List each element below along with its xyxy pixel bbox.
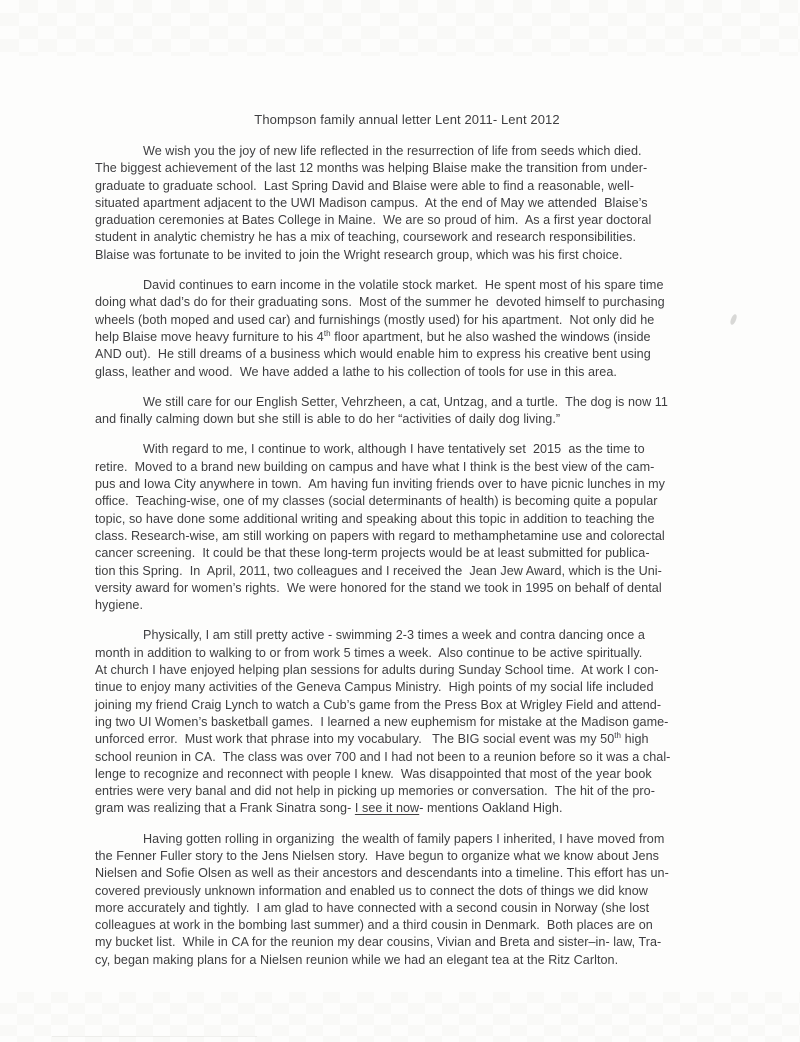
- letter-line: pus and Iowa City anywhere in town. Am having fun inviting friends over to have picnic lunches in my: [95, 477, 665, 492]
- letter-line: entries were very banal and did not help in picking up memories or conversation. The hit of the pro-: [95, 784, 655, 799]
- letter-line: The biggest achievement of the last 12 months was helping Blaise make the transition from under-: [95, 161, 648, 176]
- letter-line: office. Teaching-wise, one of my classes (social determinants of health) is becoming quite a popular: [95, 494, 658, 509]
- letter-line: unforced error. Must work that phrase into my vocabulary. The BIG social event was my 50th high: [95, 731, 649, 747]
- scan-noise-bottom: [0, 992, 800, 1042]
- letter-paragraph: [95, 627, 719, 817]
- letter-line: glass, leather and wood. We have added a lathe to his collection of tools for use in this area.: [95, 364, 617, 379]
- scan-line-artifact: [52, 1036, 257, 1037]
- letter-line: At church I have enjoyed helping plan sessions for adults during Sunday School time. At work I con-: [95, 663, 659, 678]
- letter-line: doing what dad’s do for their graduating sons. Most of the summer he devoted himself to purchasing: [95, 295, 665, 310]
- scan-noise-top: [0, 0, 800, 56]
- letter-line: joining my friend Craig Lynch to watch a Cub’s game from the Press Box at Wrigley Field and attend-: [95, 697, 662, 712]
- letter-line: We still care for our English Setter, Vehrzheen, a cat, Untzag, and a turtle. The dog is now 11: [143, 394, 668, 409]
- letter-line: David continues to earn income in the volatile stock market. He spent most of his spare time: [143, 278, 664, 293]
- letter-line: graduation ceremonies at Bates College in Maine. We are so proud of him. As a first year doctoral: [95, 213, 652, 228]
- letter-line: student in analytic chemistry he has a mix of teaching, coursework and research responsibilities.: [95, 230, 637, 245]
- letter-line: AND out). He still dreams of a business which would enable him to express his creative bent using: [95, 347, 651, 362]
- letter-line: my bucket list. While in CA for the reunion my dear cousins, Vivian and Breta and sister–in- law, Tra-: [95, 935, 662, 950]
- scanned-letter-page: [95, 112, 719, 982]
- letter-paragraph: [95, 831, 719, 969]
- letter-line: colleagues at work in the bombing last summer) and a third cousin in Denmark. Both places are on: [95, 918, 653, 933]
- letter-line: lenge to recognize and reconnect with people I knew. Was disappointed that most of the year book: [95, 766, 652, 781]
- letter-line: ing two UI Women’s basketball games. I learned a new euphemism for mistake at the Madison game-: [95, 714, 669, 729]
- letter-title: Thompson family annual letter Lent 2011- Lent 2012: [254, 112, 560, 127]
- letter-line: help Blaise move heavy furniture to his 4th floor apartment, but he also washed the windows (inside: [95, 328, 651, 344]
- letter-line: With regard to me, I continue to work, although I have tentatively set 2015 as the time to: [143, 442, 645, 457]
- letter-line: graduate to graduate school. Last Spring David and Blaise were able to find a reasonable, well-: [95, 178, 634, 193]
- letter-line: hygiene.: [95, 598, 144, 613]
- letter-line: Physically, I am still pretty active - swimming 2-3 times a week and contra dancing once a: [143, 628, 645, 643]
- letter-line: versity award for women’s rights. We were honored for the stand we took in 1995 on behalf of dental: [95, 580, 662, 595]
- letter-line: topic, so have done some additional writing and speaking about this topic in addition to teaching the: [95, 511, 655, 526]
- letter-line: retire. Moved to a brand new building on campus and have what I think is the best view of the cam-: [95, 459, 655, 474]
- letter-line: cy, began making plans for a Nielsen reunion while we had an elegant tea at the Ritz Carlton.: [95, 952, 619, 967]
- scan-smudge: [729, 313, 737, 325]
- letter-line: and finally calming down but she still is able to do her “activities of daily dog living.”: [95, 412, 561, 427]
- letter-line: situated apartment adjacent to the UWI Madison campus. At the end of May we attended Blaise’s: [95, 195, 648, 210]
- letter-line: month in addition to walking to or from work 5 times a week. Also continue to be active spiritually.: [95, 645, 643, 660]
- letter-line: wheels (both moped and used car) and furnishings (mostly used) for his apartment. Not only did he: [95, 312, 655, 327]
- letter-paragraph: [95, 394, 719, 429]
- letter-line: tinue to enjoy many activities of the Geneva Campus Ministry. High points of my social life included: [95, 680, 654, 695]
- letter-line: gram was realizing that a Frank Sinatra song- I see it now- mentions Oakland High.: [95, 801, 563, 816]
- letter-line: the Fenner Fuller story to the Jens Nielsen story. Have begun to organize what we know about Jens: [95, 848, 659, 863]
- letter-line: Nielsen and Sofie Olsen as well as their ancestors and descendants into a timeline. This effort has un-: [95, 866, 669, 881]
- letter-line: class. Research-wise, am still working on papers with regard to methamphetamine use and colorectal: [95, 528, 665, 543]
- letter-line: more accurately and tightly. I am glad to have connected with a second cousin in Norway (she lost: [95, 900, 650, 915]
- letter-line: cancer screening. It could be that these long-term projects would be at least submitted for publica-: [95, 546, 650, 561]
- letter-line: tion this Spring. In April, 2011, two colleagues and I received the Jean Jew Award, which is the Uni-: [95, 563, 662, 578]
- letter-line: school reunion in CA. The class was over 700 and I had not been to a reunion before so it was a chal-: [95, 749, 671, 764]
- letter-line: We wish you the joy of new life reflected in the resurrection of life from seeds which died.: [143, 144, 642, 158]
- letter-paragraph: [95, 143, 719, 264]
- letter-paragraph: [95, 441, 719, 614]
- letter-paragraph: [95, 277, 719, 381]
- letter-line: Having gotten rolling in organizing the wealth of family papers I inherited, I have moved from: [143, 831, 665, 846]
- letter-line: Blaise was fortunate to be invited to join the Wright research group, which was his first choice.: [95, 247, 623, 262]
- letter-body: [95, 143, 719, 969]
- letter-line: covered previously unknown information and enabled us to connect the dots of things we did know: [95, 883, 648, 898]
